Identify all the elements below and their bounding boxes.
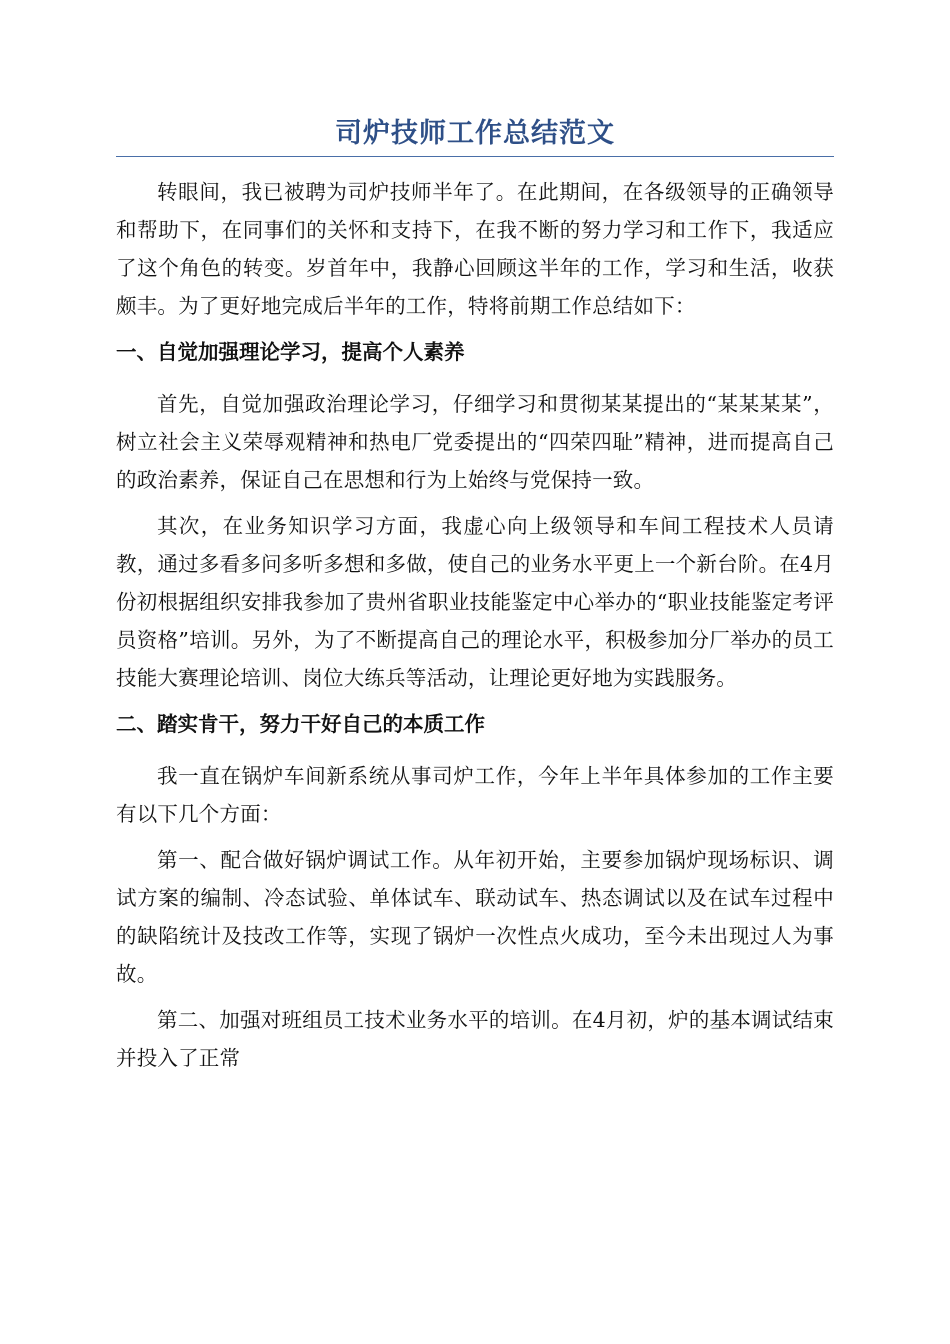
section-2-paragraph: 我一直在锅炉车间新系统从事司炉工作，今年上半年具体参加的工作主要有以下几个方面：: [116, 764, 834, 826]
document-body: [116, 173, 834, 1077]
section-1-paragraph: 其次，在业务知识学习方面，我虚心向上级领导和车间工程技术人员请教，通过多看多问多听多想和多做，使自己的业务水平更上一个新台阶。在4月份初根据组织安排我参加了贵州省职业技能鉴定中心举办的“职业技能鉴定考评员资格”培训。另外，为了不断提高自己的理论水平，积极参加分厂举办的员工技能大赛理论培训、岗位大练兵等活动，让理论更好地为实践服务。: [116, 514, 834, 690]
section-1-paragraph: 首先，自觉加强政治理论学习，仔细学习和贯彻某某提出的“某某某某”，树立社会主义荣辱观精神和热电厂党委提出的“四荣四耻”精神，进而提高自己的政治素养，保证自己在思想和行为上始终与党保持一致。: [116, 392, 834, 492]
document-page: [116, 112, 834, 1085]
section-2-paragraph: 第一、配合做好锅炉调试工作。从年初开始，主要参加锅炉现场标识、调试方案的编制、冷态试验、单体试车、联动试车、热态调试以及在试车过程中的缺陷统计及技改工作等，实现了锅炉一次性点火成功，至今未出现过人为事故。: [116, 848, 834, 986]
section-1-heading: 一、自觉加强理论学习，提高个人素养: [116, 340, 465, 364]
intro-paragraph: 转眼间，我已被聘为司炉技师半年了。在此期间，在各级领导的正确领导和帮助下，在同事们的关怀和支持下，在我不断的努力学习和工作下，我适应了这个角色的转变。岁首年中，我静心回顾这半年的工作，学习和生活，收获颇丰。为了更好地完成后半年的工作，特将前期工作总结如下：: [116, 180, 834, 318]
section-2-heading: 二、踏实肯干，努力干好自己的本质工作: [116, 712, 485, 736]
document-title: 司炉技师工作总结范文: [116, 112, 834, 157]
section-2-paragraph: 第二、加强对班组员工技术业务水平的培训。在4月初，炉的基本调试结束并投入了正常: [116, 1008, 834, 1070]
